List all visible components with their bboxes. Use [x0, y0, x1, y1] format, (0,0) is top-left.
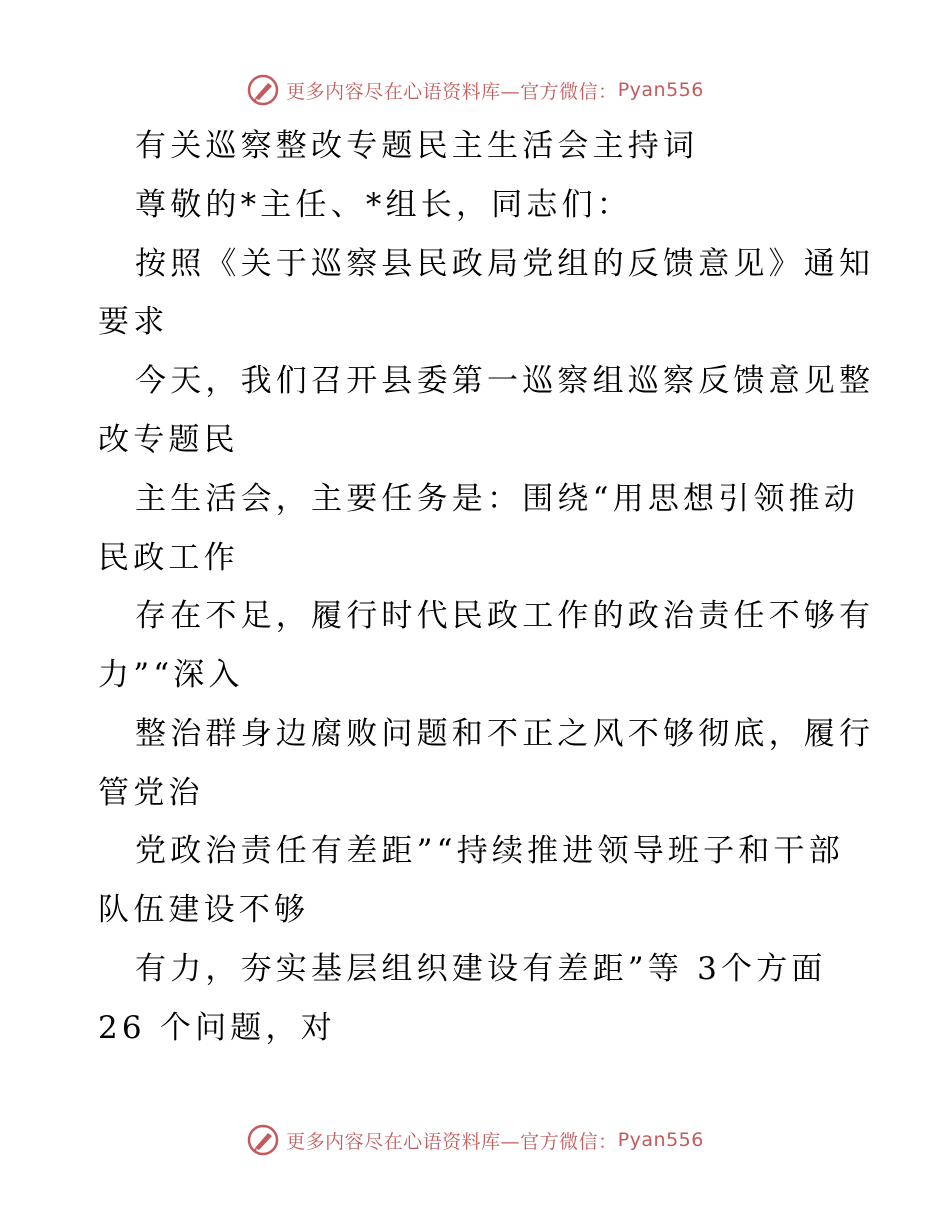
- watermark-wechat-label: 官方微信：: [520, 80, 618, 103]
- text-line: 整治群身边腐败问题和不正之风不够彻底，履行: [135, 716, 875, 752]
- footer-watermark: [0, 1120, 950, 1160]
- text-line: 存在不足，履行时代民政工作的政治责任不够有: [135, 598, 875, 634]
- text-line: 要求: [98, 304, 169, 340]
- text-line: 队伍建设不够: [98, 892, 310, 928]
- text-line: 按照《关于巡察县民政局党组的反馈意见》通知: [135, 246, 875, 282]
- text-line: 力”“深入: [98, 657, 244, 693]
- text-line: 党政治责任有差距”“持续推进领导班子和干部: [135, 833, 844, 869]
- pen-logo-icon: [246, 1123, 280, 1157]
- watermark-wechat-id: Pyan556: [617, 1129, 704, 1151]
- text-line: 有力，夯实基层组织建设有差距”等 3个方面: [135, 951, 827, 987]
- watermark-prefix: 更多内容尽在心语资料库—: [286, 80, 521, 103]
- document-title: 有关巡察整改专题民主生活会主持词: [135, 128, 699, 164]
- watermark-wechat-label: 官方微信：: [520, 1130, 618, 1153]
- watermark-prefix: 更多内容尽在心语资料库—: [286, 1130, 521, 1153]
- text-line: 26 个问题，对: [98, 1010, 336, 1046]
- text-line: 主生活会，主要任务是：围绕“用思想引领推动: [135, 481, 860, 517]
- pen-logo-icon: [246, 73, 280, 107]
- salutation: 尊敬的*主任、*组长，同志们：: [135, 187, 632, 223]
- watermark-wechat-id: Pyan556: [617, 79, 704, 101]
- text-line: 管党治: [98, 775, 204, 811]
- text-line: 今天，我们召开县委第一巡察组巡察反馈意见整: [135, 363, 875, 399]
- header-watermark: [0, 70, 950, 110]
- text-line: 民政工作: [98, 540, 239, 576]
- text-line: 改专题民: [98, 422, 239, 458]
